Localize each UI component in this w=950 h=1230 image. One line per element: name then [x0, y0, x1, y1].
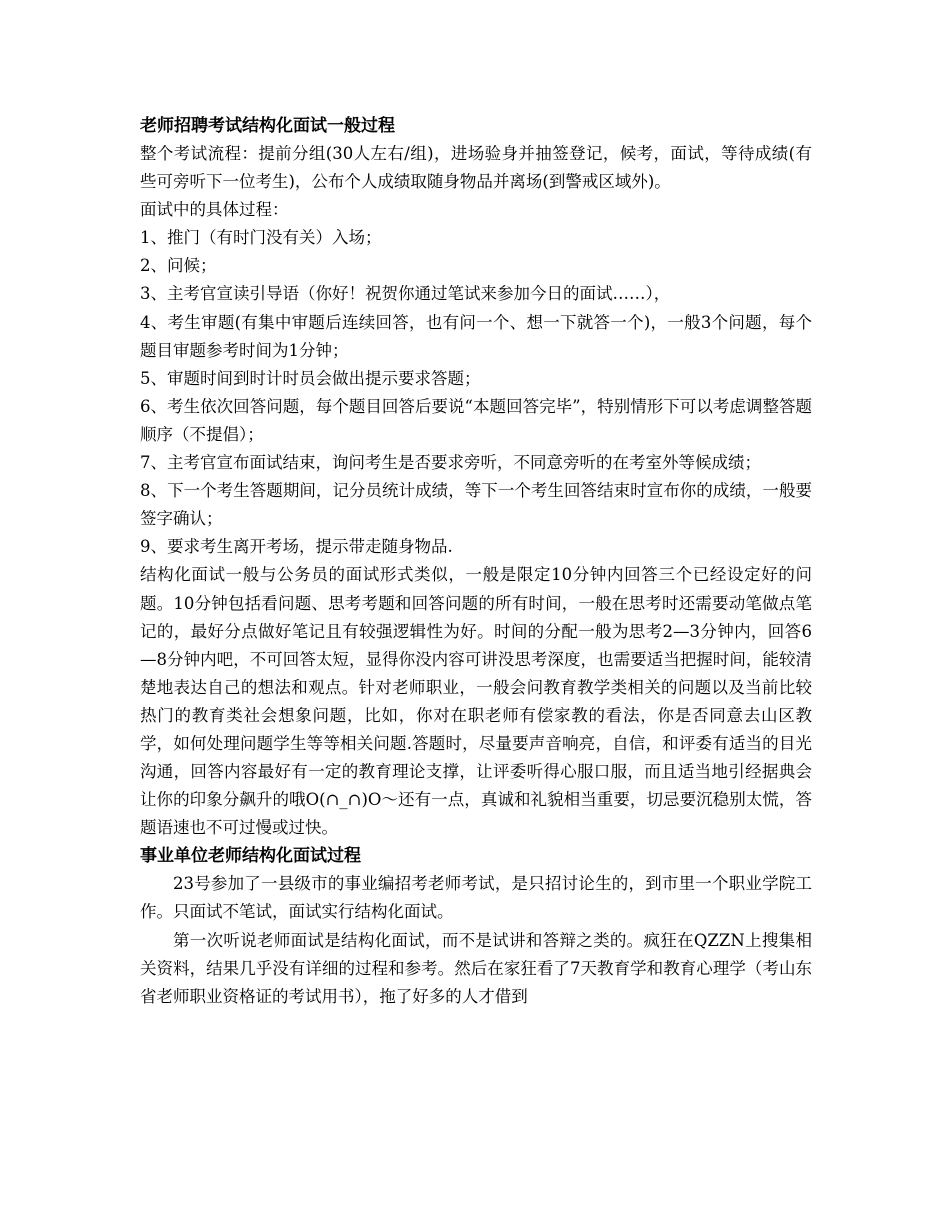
- interview-steps-list: [140, 224, 812, 561]
- story-paragraph-1: 23号参加了一县级市的事业编招考老师考试，是只招讨论生的，到市里一个职业学院工作。只面试不笔试，面试实行结构化面试。: [140, 874, 812, 922]
- list-item: 1、推门（有时门没有关）入场；: [140, 228, 382, 248]
- list-item: 7、主考官宣布面试结束，询问考生是否要求旁听，不同意旁听的在考室外等候成绩；: [140, 453, 761, 473]
- list-item: 4、考生审题(有集中审题后连续回答，也有问一个、想一下就答一个)，一般3个问题，每个题目审题参考时间为1分钟；: [140, 312, 812, 360]
- list-item: 5、审题时间到时计时员会做出提示要求答题；: [140, 368, 481, 388]
- section-title-public-institution: 事业单位老师结构化面试过程: [140, 846, 361, 867]
- structured-interview-summary: 结构化面试一般与公务员的面试形式类似，一般是限定10分钟内回答三个已经设定好的问题。10分钟包括看问题、思考考题和回答问题的所有时间，一般在思考时还需要动笔做点笔记的，最好分点做好笔记且有较强逻辑性为好。时间的分配一般为思考2—3分钟内，回答6—8分钟内吧，不可回答太短，显得你没内容可讲没思考深度，也需要适当把握时间，能较清楚地表达自己的想法和观点。针对老师职业，一般会问教育教学类相关的问题以及当前比较热门的教育类社会想象问题，比如，你对在职老师有偿家教的看法，你是否同意去山区教学，如何处理问题学生等等相关问题.答题时，尽量要声音响亮，自信，和评委有适当的目光沟通，回答内容最好有一定的教育理论支撑，让评委听得心服口服，而且适当地引经据典会让你的印象分飙升的哦O(∩_∩)O～还有一点，真诚和礼貌相当重要，切忌要沉稳别太慌，答题语速也不可过慢或过快。: [140, 565, 812, 838]
- list-item: 2、问候；: [140, 256, 217, 276]
- list-item: 9、要求考生离开考场，提示带走随身物品.: [140, 537, 453, 557]
- list-item: 8、下一个考生答题期间，记分员统计成绩，等下一个考生回答结束时宣布你的成绩，一般要签字确认；: [140, 481, 812, 529]
- list-item: 3、主考官宣读引导语（你好！祝贺你通过笔试来参加今日的面试……），: [140, 284, 671, 304]
- list-item: 6、考生依次回答问题，每个题目回答后要说“本题回答完毕”，特别情形下可以考虑调整答题顺序（不提倡）；: [140, 396, 812, 444]
- process-label: 面试中的具体过程：: [140, 200, 289, 220]
- story-paragraph-2: 第一次听说老师面试是结构化面试，而不是试讲和答辩之类的。疯狂在QZZN上搜集相关资料，结果几乎没有详细的过程和参考。然后在家狂看了7天教育学和教育心理学（考山东省老师职业资格证的考试用书），拖了好多的人才借到: [140, 930, 812, 1006]
- section-title-recruitment-interview: 老师招聘考试结构化面试一般过程: [140, 116, 395, 136]
- document-page: [140, 112, 812, 1011]
- exam-flow-paragraph: 整个考试流程：提前分组(30人左右/组)，进场验身并抽签登记，候考，面试，等待成绩(有些可旁听下一位考生)，公布个人成绩取随身物品并离场(到警戒区域外)。: [140, 144, 812, 192]
